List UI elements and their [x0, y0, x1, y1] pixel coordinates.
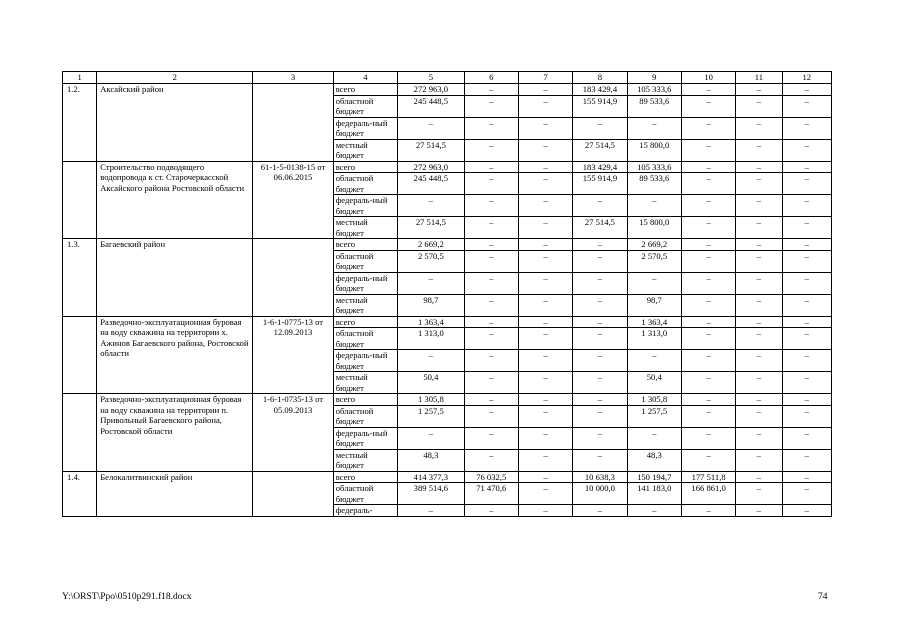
- value-cell: –: [573, 505, 627, 517]
- value-cell: –: [573, 316, 627, 328]
- value-cell: 414 377,3: [398, 471, 464, 483]
- value-cell: –: [681, 117, 735, 139]
- item-name: Строительство подводящего водопровода к ст. Старочеркасской Аксайского района Ростовской области: [97, 161, 253, 239]
- funding-source: федераль-ный бюджет: [333, 350, 397, 372]
- value-cell: –: [736, 505, 782, 517]
- value-cell: –: [681, 427, 735, 449]
- value-cell: –: [627, 272, 681, 294]
- value-cell: 48,3: [398, 449, 464, 471]
- item-name: Разведочно-эксплуатационная буровая на воду скважина на территории п. Привольный Багаевского района, Ростовской области: [97, 394, 253, 472]
- item-name: Белокалитвинский район: [97, 471, 253, 516]
- column-header: 12: [782, 72, 831, 84]
- value-cell: –: [681, 328, 735, 350]
- value-cell: –: [518, 427, 572, 449]
- value-cell: –: [518, 372, 572, 394]
- value-cell: 15 800,0: [627, 139, 681, 161]
- value-cell: –: [782, 372, 831, 394]
- value-cell: –: [736, 328, 782, 350]
- value-cell: 27 514,5: [398, 139, 464, 161]
- value-cell: 1 313,0: [627, 328, 681, 350]
- value-cell: –: [782, 173, 831, 195]
- value-cell: –: [681, 294, 735, 316]
- value-cell: –: [518, 195, 572, 217]
- value-cell: 50,4: [398, 372, 464, 394]
- value-cell: 1 313,0: [398, 328, 464, 350]
- value-cell: –: [464, 139, 518, 161]
- value-cell: –: [464, 161, 518, 173]
- value-cell: 89 533,6: [627, 173, 681, 195]
- funding-source: областной бюджет: [333, 173, 397, 195]
- page-number: 74: [818, 592, 828, 602]
- value-cell: –: [464, 95, 518, 117]
- value-cell: 1 257,5: [398, 405, 464, 427]
- value-cell: –: [464, 372, 518, 394]
- column-header: 1: [63, 72, 97, 84]
- value-cell: –: [681, 217, 735, 239]
- value-cell: –: [398, 272, 464, 294]
- funding-source: федераль-ный бюджет: [333, 117, 397, 139]
- value-cell: –: [518, 250, 572, 272]
- value-cell: 166 861,0: [681, 483, 735, 505]
- item-number: 1.3.: [63, 239, 97, 317]
- value-cell: 48,3: [627, 449, 681, 471]
- value-cell: –: [518, 350, 572, 372]
- value-cell: 245 448,5: [398, 173, 464, 195]
- value-cell: –: [782, 471, 831, 483]
- value-cell: –: [464, 250, 518, 272]
- value-cell: –: [782, 427, 831, 449]
- budget-table: [62, 71, 832, 517]
- value-cell: –: [736, 139, 782, 161]
- value-cell: 10 638,3: [573, 471, 627, 483]
- value-cell: –: [518, 328, 572, 350]
- item-name: Аксайский район: [97, 84, 253, 162]
- value-cell: –: [736, 250, 782, 272]
- value-cell: –: [736, 483, 782, 505]
- value-cell: 1 363,4: [398, 316, 464, 328]
- value-cell: –: [518, 173, 572, 195]
- funding-source: местный бюджет: [333, 372, 397, 394]
- value-cell: –: [736, 195, 782, 217]
- value-cell: 50,4: [627, 372, 681, 394]
- value-cell: –: [782, 394, 831, 406]
- value-cell: –: [736, 217, 782, 239]
- value-cell: –: [518, 449, 572, 471]
- value-cell: –: [573, 394, 627, 406]
- value-cell: –: [782, 217, 831, 239]
- value-cell: –: [736, 316, 782, 328]
- funding-source: всего: [333, 394, 397, 406]
- value-cell: 1 257,5: [627, 405, 681, 427]
- funding-source: всего: [333, 316, 397, 328]
- value-cell: 141 183,0: [627, 483, 681, 505]
- funding-source: местный бюджет: [333, 449, 397, 471]
- value-cell: –: [518, 117, 572, 139]
- funding-source: областной бюджет: [333, 405, 397, 427]
- value-cell: 105 333,6: [627, 161, 681, 173]
- value-cell: 155 914,9: [573, 95, 627, 117]
- value-cell: –: [736, 449, 782, 471]
- value-cell: –: [464, 84, 518, 96]
- value-cell: –: [681, 505, 735, 517]
- value-cell: –: [398, 505, 464, 517]
- value-cell: –: [736, 427, 782, 449]
- column-header: 9: [627, 72, 681, 84]
- value-cell: 155 914,9: [573, 173, 627, 195]
- item-number: 1.4.: [63, 471, 97, 516]
- funding-source: областной бюджет: [333, 95, 397, 117]
- value-cell: –: [573, 250, 627, 272]
- value-cell: –: [782, 161, 831, 173]
- item-number: [63, 316, 97, 394]
- value-cell: 89 533,6: [627, 95, 681, 117]
- value-cell: –: [736, 471, 782, 483]
- value-cell: –: [782, 250, 831, 272]
- value-cell: –: [736, 405, 782, 427]
- value-cell: –: [573, 272, 627, 294]
- value-cell: –: [627, 427, 681, 449]
- value-cell: –: [681, 239, 735, 251]
- value-cell: –: [736, 394, 782, 406]
- value-cell: 1 305,8: [627, 394, 681, 406]
- document-code: 1-6-1-0775-13 от 12.09.2013: [253, 316, 334, 394]
- value-cell: –: [518, 394, 572, 406]
- value-cell: –: [464, 217, 518, 239]
- value-cell: –: [782, 139, 831, 161]
- table-row: [63, 471, 832, 483]
- value-cell: –: [782, 350, 831, 372]
- value-cell: –: [782, 405, 831, 427]
- value-cell: –: [464, 272, 518, 294]
- value-cell: –: [782, 239, 831, 251]
- value-cell: –: [782, 95, 831, 117]
- value-cell: –: [736, 173, 782, 195]
- value-cell: –: [573, 350, 627, 372]
- value-cell: –: [464, 350, 518, 372]
- value-cell: –: [464, 505, 518, 517]
- value-cell: –: [464, 294, 518, 316]
- value-cell: –: [464, 117, 518, 139]
- item-name: Багаевский район: [97, 239, 253, 317]
- value-cell: –: [736, 117, 782, 139]
- value-cell: –: [464, 394, 518, 406]
- item-number: 1.2.: [63, 84, 97, 162]
- value-cell: 2 669,2: [398, 239, 464, 251]
- value-cell: –: [782, 328, 831, 350]
- value-cell: –: [518, 217, 572, 239]
- value-cell: 177 511,8: [681, 471, 735, 483]
- value-cell: –: [782, 84, 831, 96]
- value-cell: 10 000,0: [573, 483, 627, 505]
- value-cell: –: [398, 350, 464, 372]
- value-cell: –: [573, 195, 627, 217]
- value-cell: –: [627, 195, 681, 217]
- table-row: [63, 316, 832, 328]
- footer-file-path: Y:\ORST\Ppo\0510p291.f18.docx: [62, 592, 192, 602]
- value-cell: –: [464, 195, 518, 217]
- value-cell: 183 429,4: [573, 84, 627, 96]
- value-cell: –: [681, 350, 735, 372]
- value-cell: –: [681, 394, 735, 406]
- value-cell: –: [681, 95, 735, 117]
- value-cell: –: [782, 483, 831, 505]
- value-cell: 245 448,5: [398, 95, 464, 117]
- funding-source: местный бюджет: [333, 139, 397, 161]
- value-cell: –: [736, 372, 782, 394]
- item-name: Разведочно-эксплуатационная буровая на воду скважина на территории х. Ажинов Багаевского района, Ростовской области: [97, 316, 253, 394]
- value-cell: –: [736, 239, 782, 251]
- value-cell: –: [518, 161, 572, 173]
- value-cell: –: [518, 316, 572, 328]
- column-header: 5: [398, 72, 464, 84]
- value-cell: –: [518, 272, 572, 294]
- column-header: 8: [573, 72, 627, 84]
- value-cell: 15 800,0: [627, 217, 681, 239]
- value-cell: –: [464, 427, 518, 449]
- value-cell: –: [573, 449, 627, 471]
- value-cell: –: [736, 161, 782, 173]
- value-cell: –: [464, 328, 518, 350]
- document-code: 61-1-5-0138-15 от 06.06.2015: [253, 161, 334, 239]
- value-cell: 150 194,7: [627, 471, 681, 483]
- value-cell: –: [573, 427, 627, 449]
- value-cell: –: [782, 272, 831, 294]
- column-header: 10: [681, 72, 735, 84]
- value-cell: –: [573, 294, 627, 316]
- document-code: 1-6-1-0735-13 от 05.09.2013: [253, 394, 334, 472]
- table-row: [63, 239, 832, 251]
- value-cell: –: [518, 294, 572, 316]
- item-number: [63, 394, 97, 472]
- funding-source: федераль-ный бюджет: [333, 195, 397, 217]
- column-header: 2: [97, 72, 253, 84]
- value-cell: 2 570,5: [627, 250, 681, 272]
- value-cell: –: [573, 117, 627, 139]
- value-cell: 2 570,5: [398, 250, 464, 272]
- funding-source: федераль-: [333, 505, 397, 517]
- value-cell: –: [398, 427, 464, 449]
- item-number: [63, 161, 97, 239]
- value-cell: 183 429,4: [573, 161, 627, 173]
- value-cell: 76 032,5: [464, 471, 518, 483]
- table-row: [63, 84, 832, 96]
- value-cell: 71 470,6: [464, 483, 518, 505]
- value-cell: –: [518, 471, 572, 483]
- value-cell: –: [736, 84, 782, 96]
- column-header: 7: [518, 72, 572, 84]
- document-code: [253, 84, 334, 162]
- funding-source: всего: [333, 471, 397, 483]
- funding-source: всего: [333, 161, 397, 173]
- funding-source: местный бюджет: [333, 294, 397, 316]
- value-cell: 105 333,6: [627, 84, 681, 96]
- value-cell: –: [736, 350, 782, 372]
- value-cell: 2 669,2: [627, 239, 681, 251]
- value-cell: –: [398, 195, 464, 217]
- value-cell: –: [681, 316, 735, 328]
- value-cell: –: [681, 250, 735, 272]
- value-cell: –: [681, 161, 735, 173]
- value-cell: –: [681, 139, 735, 161]
- funding-source: местный бюджет: [333, 217, 397, 239]
- value-cell: 389 514,6: [398, 483, 464, 505]
- value-cell: 27 514,5: [398, 217, 464, 239]
- value-cell: –: [464, 449, 518, 471]
- value-cell: –: [464, 173, 518, 195]
- value-cell: –: [464, 316, 518, 328]
- value-cell: –: [681, 272, 735, 294]
- column-header: 4: [333, 72, 397, 84]
- value-cell: –: [464, 405, 518, 427]
- value-cell: 272 963,0: [398, 161, 464, 173]
- funding-source: федераль-ный бюджет: [333, 272, 397, 294]
- value-cell: –: [518, 405, 572, 427]
- value-cell: –: [782, 316, 831, 328]
- value-cell: –: [627, 505, 681, 517]
- value-cell: –: [782, 117, 831, 139]
- value-cell: –: [573, 405, 627, 427]
- value-cell: –: [681, 195, 735, 217]
- table-header-row: [63, 72, 832, 84]
- value-cell: –: [573, 328, 627, 350]
- value-cell: –: [518, 84, 572, 96]
- value-cell: –: [518, 239, 572, 251]
- value-cell: –: [736, 95, 782, 117]
- value-cell: –: [681, 173, 735, 195]
- value-cell: –: [681, 84, 735, 96]
- table-row: [63, 161, 832, 173]
- value-cell: 98,7: [627, 294, 681, 316]
- funding-source: всего: [333, 239, 397, 251]
- value-cell: –: [782, 505, 831, 517]
- value-cell: –: [464, 239, 518, 251]
- value-cell: –: [518, 139, 572, 161]
- column-header: 6: [464, 72, 518, 84]
- value-cell: –: [782, 195, 831, 217]
- document-code: [253, 239, 334, 317]
- value-cell: –: [681, 405, 735, 427]
- value-cell: –: [573, 239, 627, 251]
- value-cell: –: [681, 449, 735, 471]
- value-cell: 1 305,8: [398, 394, 464, 406]
- value-cell: 272 963,0: [398, 84, 464, 96]
- value-cell: –: [782, 294, 831, 316]
- value-cell: 27 514,5: [573, 139, 627, 161]
- value-cell: –: [518, 505, 572, 517]
- funding-source: областной бюджет: [333, 250, 397, 272]
- value-cell: –: [627, 117, 681, 139]
- funding-source: областной бюджет: [333, 328, 397, 350]
- value-cell: –: [736, 272, 782, 294]
- value-cell: –: [681, 372, 735, 394]
- value-cell: –: [518, 483, 572, 505]
- value-cell: –: [518, 95, 572, 117]
- funding-source: всего: [333, 84, 397, 96]
- value-cell: –: [736, 294, 782, 316]
- value-cell: 1 363,4: [627, 316, 681, 328]
- column-header: 11: [736, 72, 782, 84]
- value-cell: 98,7: [398, 294, 464, 316]
- value-cell: –: [573, 372, 627, 394]
- value-cell: 27 514,5: [573, 217, 627, 239]
- value-cell: –: [627, 350, 681, 372]
- column-header: 3: [253, 72, 334, 84]
- value-cell: –: [782, 449, 831, 471]
- funding-source: областной бюджет: [333, 483, 397, 505]
- document-code: [253, 471, 334, 516]
- value-cell: –: [398, 117, 464, 139]
- funding-source: федераль-ный бюджет: [333, 427, 397, 449]
- table-row: [63, 394, 832, 406]
